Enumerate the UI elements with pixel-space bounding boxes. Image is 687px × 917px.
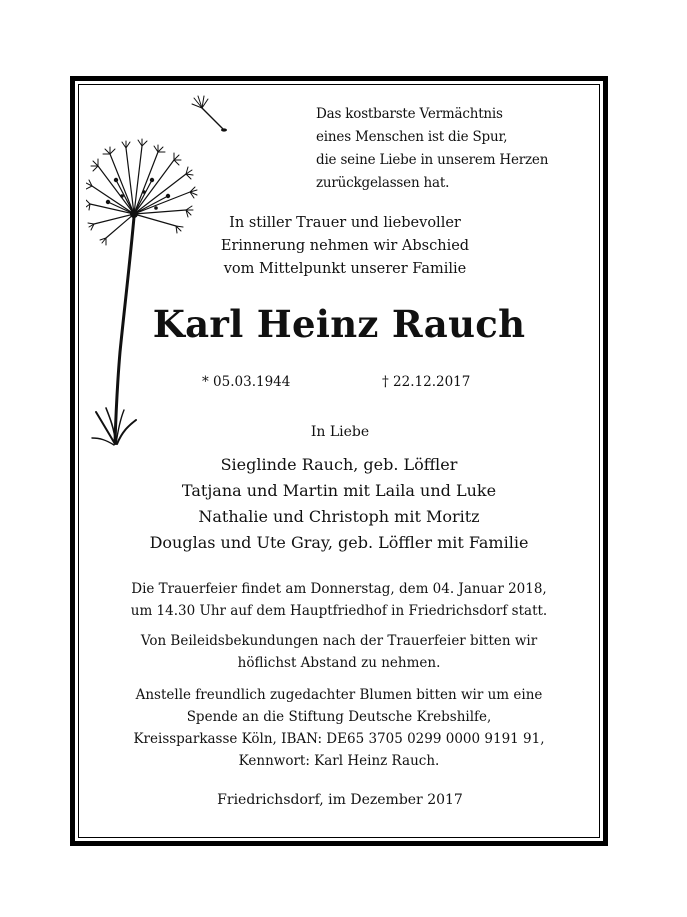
quote-line: Das kostbarste Vermächtnis xyxy=(316,106,503,122)
donation-paragraph xyxy=(94,684,584,772)
quote-block xyxy=(316,103,586,195)
deceased-name: Karl Heinz Rauch xyxy=(152,302,526,346)
mourner-line: Douglas und Ute Gray, geb. Löffler mit Familie xyxy=(149,533,529,552)
donation-line: Kennwort: Karl Heinz Rauch. xyxy=(238,753,440,769)
funeral-line: um 14.30 Uhr auf dem Hauptfriedhof in Friedrichsdorf statt. xyxy=(130,603,548,619)
quote-line: zurückgelassen hat. xyxy=(316,175,450,191)
quote-line: eines Menschen ist die Spur, xyxy=(316,129,508,145)
flying-seed-icon xyxy=(192,96,227,132)
birth-date: * 05.03.1944 xyxy=(202,374,291,390)
intro-block xyxy=(200,212,490,281)
mourner-line: Tatjana und Martin mit Laila und Luke xyxy=(181,481,497,500)
closing-line: Friedrichsdorf, im Dezember 2017 xyxy=(217,792,463,808)
intro-line: In stiller Trauer und liebevoller xyxy=(229,215,461,231)
donation-line: Anstelle freundlich zugedachter Blumen bitten wir um eine xyxy=(135,687,543,703)
condolences-line: höflichst Abstand zu nehmen. xyxy=(237,655,441,671)
mourner-line: Nathalie und Christoph mit Moritz xyxy=(198,507,480,526)
condolences-paragraph xyxy=(94,630,584,674)
condolences-line: Von Beileidsbekundungen nach der Trauerfeier bitten wir xyxy=(140,633,538,649)
donation-line: Spende an die Stiftung Deutsche Krebshilfe, xyxy=(186,709,492,725)
intro-line: Erinnerung nehmen wir Abschied xyxy=(220,238,470,254)
funeral-paragraph xyxy=(94,578,584,622)
funeral-line: Die Trauerfeier findet am Donnerstag, dem 04. Januar 2018, xyxy=(131,581,547,597)
mourner-line: Sieglinde Rauch, geb. Löffler xyxy=(220,455,458,474)
donation-line: Kreissparkasse Köln, IBAN: DE65 3705 0299 0000 9191 91, xyxy=(133,731,545,747)
intro-line: vom Mittelpunkt unserer Familie xyxy=(223,261,467,277)
quote-line: die seine Liebe in unserem Herzen xyxy=(316,152,549,168)
death-date: † 22.12.2017 xyxy=(382,374,471,390)
mourners-heading: In Liebe xyxy=(310,424,370,440)
mourners-list xyxy=(100,452,578,556)
